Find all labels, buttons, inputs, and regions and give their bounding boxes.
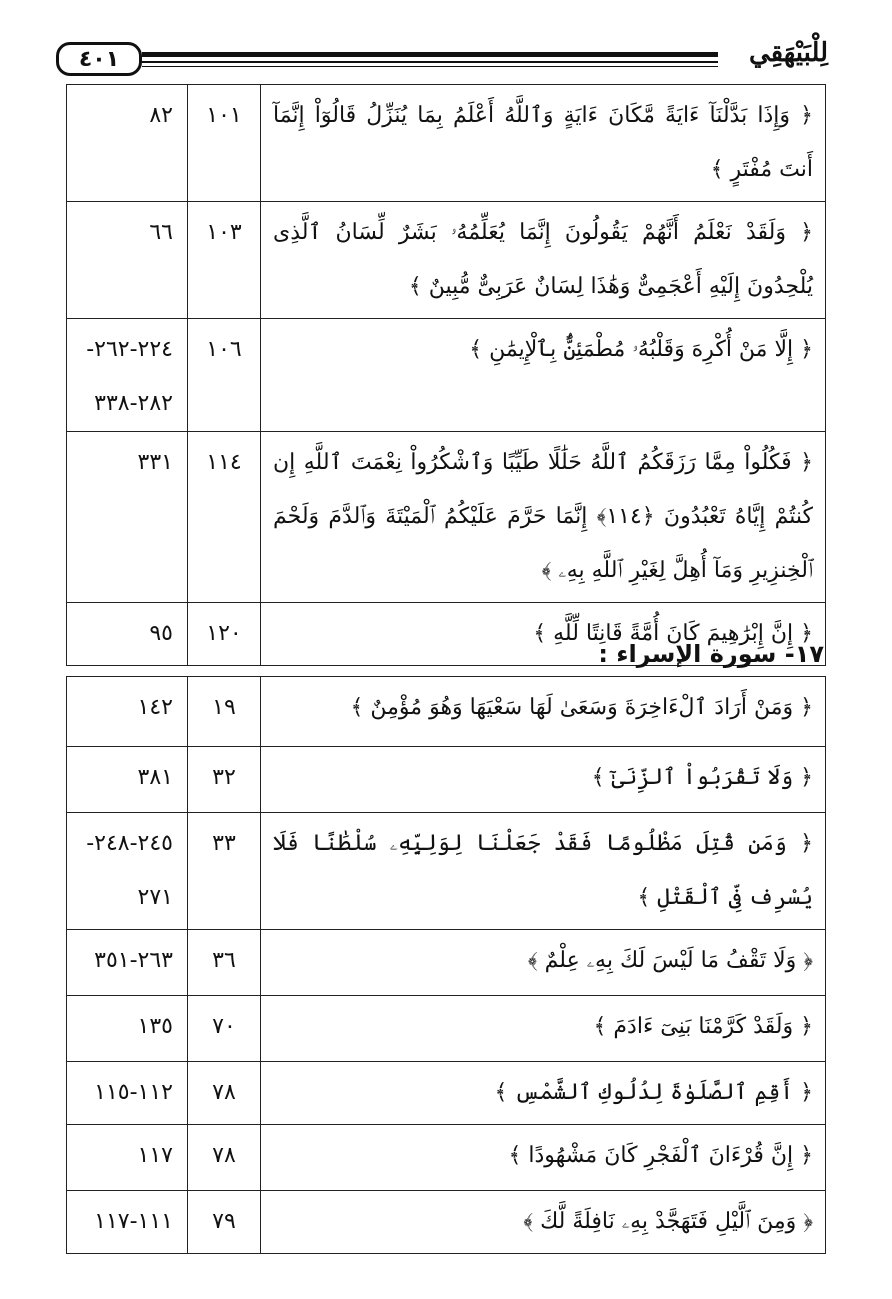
- table-row: [67, 677, 826, 747]
- page-refs-cell: ٢٦٣-٣٥١: [67, 930, 188, 996]
- running-title: لِلْبَيْهَقِي: [748, 38, 828, 68]
- table-row: [67, 319, 826, 432]
- page-refs-cell: ٣٨١: [67, 747, 188, 813]
- table-row: [67, 996, 826, 1062]
- page-number: ٤٠١: [56, 42, 142, 76]
- verse-cell: ﴿ أَقِمِ ٱلصَّلَوٰةَ لِدُلُوكِ ٱلشَّمْسِ ﴾: [261, 1062, 826, 1125]
- page-refs-cell: ٣٣١: [67, 432, 188, 603]
- table-row: [67, 1062, 826, 1125]
- verse-cell: ﴿ وَلَقَدْ نَعْلَمُ أَنَّهُمْ يَقُولُونَ إِنَّمَا يُعَلِّمُهُۥ بَشَرٌ لِّسَانُ ٱلَّذِى يُلْحِدُونَ إِلَيْهِ أَعْجَمِىٌّ وَهَٰذَا لِسَانٌ عَرَبِىٌّ مُّبِينٌ ﴾: [261, 202, 826, 319]
- table-row: [67, 747, 826, 813]
- table-row: [67, 813, 826, 930]
- table-row: [67, 1125, 826, 1191]
- verse-cell: ﴿ إِنَّ قُرْءَانَ ٱلْفَجْرِ كَانَ مَشْهُودًا ﴾: [261, 1125, 826, 1191]
- verse-cell: ﴿ وَمَنْ أَرَادَ ٱلْءَاخِرَةَ وَسَعَىٰ لَهَا سَعْيَهَا وَهُوَ مُؤْمِنٌ ﴾: [261, 677, 826, 747]
- aya-number-cell: ٣٣: [188, 813, 261, 930]
- aya-number-cell: ١٩: [188, 677, 261, 747]
- page-refs-cell: ٢٢٤-٢٦٢- ٢٨٢-٣٣٨: [67, 319, 188, 432]
- verse-cell: ﴿ وَلَقَدْ كَرَّمْنَا بَنِىٓ ءَادَمَ ﴾: [261, 996, 826, 1062]
- table-row: [67, 85, 826, 202]
- page-header: [46, 34, 828, 86]
- header-rule: [142, 66, 718, 67]
- verse-cell: ﴿ وَمِنَ ٱلَّيْلِ فَتَهَجَّدْ بِهِۦ نَافِلَةً لَّكَ ﴾: [261, 1191, 826, 1254]
- page-refs-cell: ١١٢-١١٥: [67, 1062, 188, 1125]
- page-refs-cell: ١٤٢: [67, 677, 188, 747]
- aya-number-cell: ٧٨: [188, 1125, 261, 1191]
- aya-number-cell: ٧٩: [188, 1191, 261, 1254]
- page-refs-cell: ١٣٥: [67, 996, 188, 1062]
- table-row: [67, 432, 826, 603]
- header-rule: [142, 61, 718, 63]
- page-refs-cell: ٦٦: [67, 202, 188, 319]
- verse-index-table-1: [66, 84, 826, 666]
- verse-cell: ﴿ إِنَّ إِبْرَٰهِيمَ كَانَ أُمَّةً قَانِتًا لِّلَّهِ ﴾: [261, 603, 826, 666]
- aya-number-cell: ٣٢: [188, 747, 261, 813]
- page-refs-cell: ٩٥: [67, 603, 188, 666]
- verse-cell: ﴿ وَإِذَا بَدَّلْنَآ ءَايَةً مَّكَانَ ءَايَةٍ وَٱللَّهُ أَعْلَمُ بِمَا يُنَزِّلُ قَالُوٓاْ إِنَّمَآ أَنتَ مُفْتَرٍ ﴾: [261, 85, 826, 202]
- verse-cell: ﴿ وَلَا تَقْفُ مَا لَيْسَ لَكَ بِهِۦ عِلْمٌ ﴾: [261, 930, 826, 996]
- aya-number-cell: ١٠١: [188, 85, 261, 202]
- table-row: [67, 930, 826, 996]
- verse-index-table-2: [66, 676, 826, 1254]
- verse-cell: ﴿ وَمَن قُتِلَ مَظْلُومًا فَقَدْ جَعَلْنَا لِوَلِيِّهِۦ سُلْطَٰنًا فَلَا يُسْرِف فِّى ٱلْقَتْلِ ﴾: [261, 813, 826, 930]
- table-row: [67, 1191, 826, 1254]
- verse-cell: ﴿ فَكُلُواْ مِمَّا رَزَقَكُمُ ٱللَّهُ حَلَٰلًا طَيِّبًا وَٱشْكُرُواْ نِعْمَتَ ٱللَّهِ إِن كُنتُمْ إِيَّاهُ تَعْبُدُونَ ﴿١١٤﴾ إِنَّمَا حَرَّمَ عَلَيْكُمُ ٱلْمَيْتَةَ وَٱلدَّمَ وَلَحْمَ ٱلْخِنزِيرِ وَمَآ أُهِلَّ لِغَيْرِ ٱللَّهِ بِهِۦ ﴾: [261, 432, 826, 603]
- aya-number-cell: ٣٦: [188, 930, 261, 996]
- table-row: [67, 202, 826, 319]
- aya-number-cell: ١١٤: [188, 432, 261, 603]
- page-refs-cell: ١١٧: [67, 1125, 188, 1191]
- aya-number-cell: ١٠٦: [188, 319, 261, 432]
- surah-heading: ١٧- سورة الإسراء :: [598, 640, 824, 668]
- aya-number-cell: ٧٨: [188, 1062, 261, 1125]
- page-refs-cell: ٨٢: [67, 85, 188, 202]
- aya-number-cell: ١٠٣: [188, 202, 261, 319]
- page-refs-cell: ٢٤٥-٢٤٨- ٢٧١: [67, 813, 188, 930]
- header-rule: [142, 52, 718, 57]
- verse-cell: ﴿ وَلَا تَقْرَبُواْ ٱلزِّنَىٰٓ ﴾: [261, 747, 826, 813]
- page-refs-cell: ١١١-١١٧: [67, 1191, 188, 1254]
- verse-cell: ﴿ إِلَّا مَنْ أُكْرِهَ وَقَلْبُهُۥ مُطْمَئِنٌّۢ بِٱلْإِيمَٰنِ ﴾: [261, 319, 826, 432]
- aya-number-cell: ١٢٠: [188, 603, 261, 666]
- aya-number-cell: ٧٠: [188, 996, 261, 1062]
